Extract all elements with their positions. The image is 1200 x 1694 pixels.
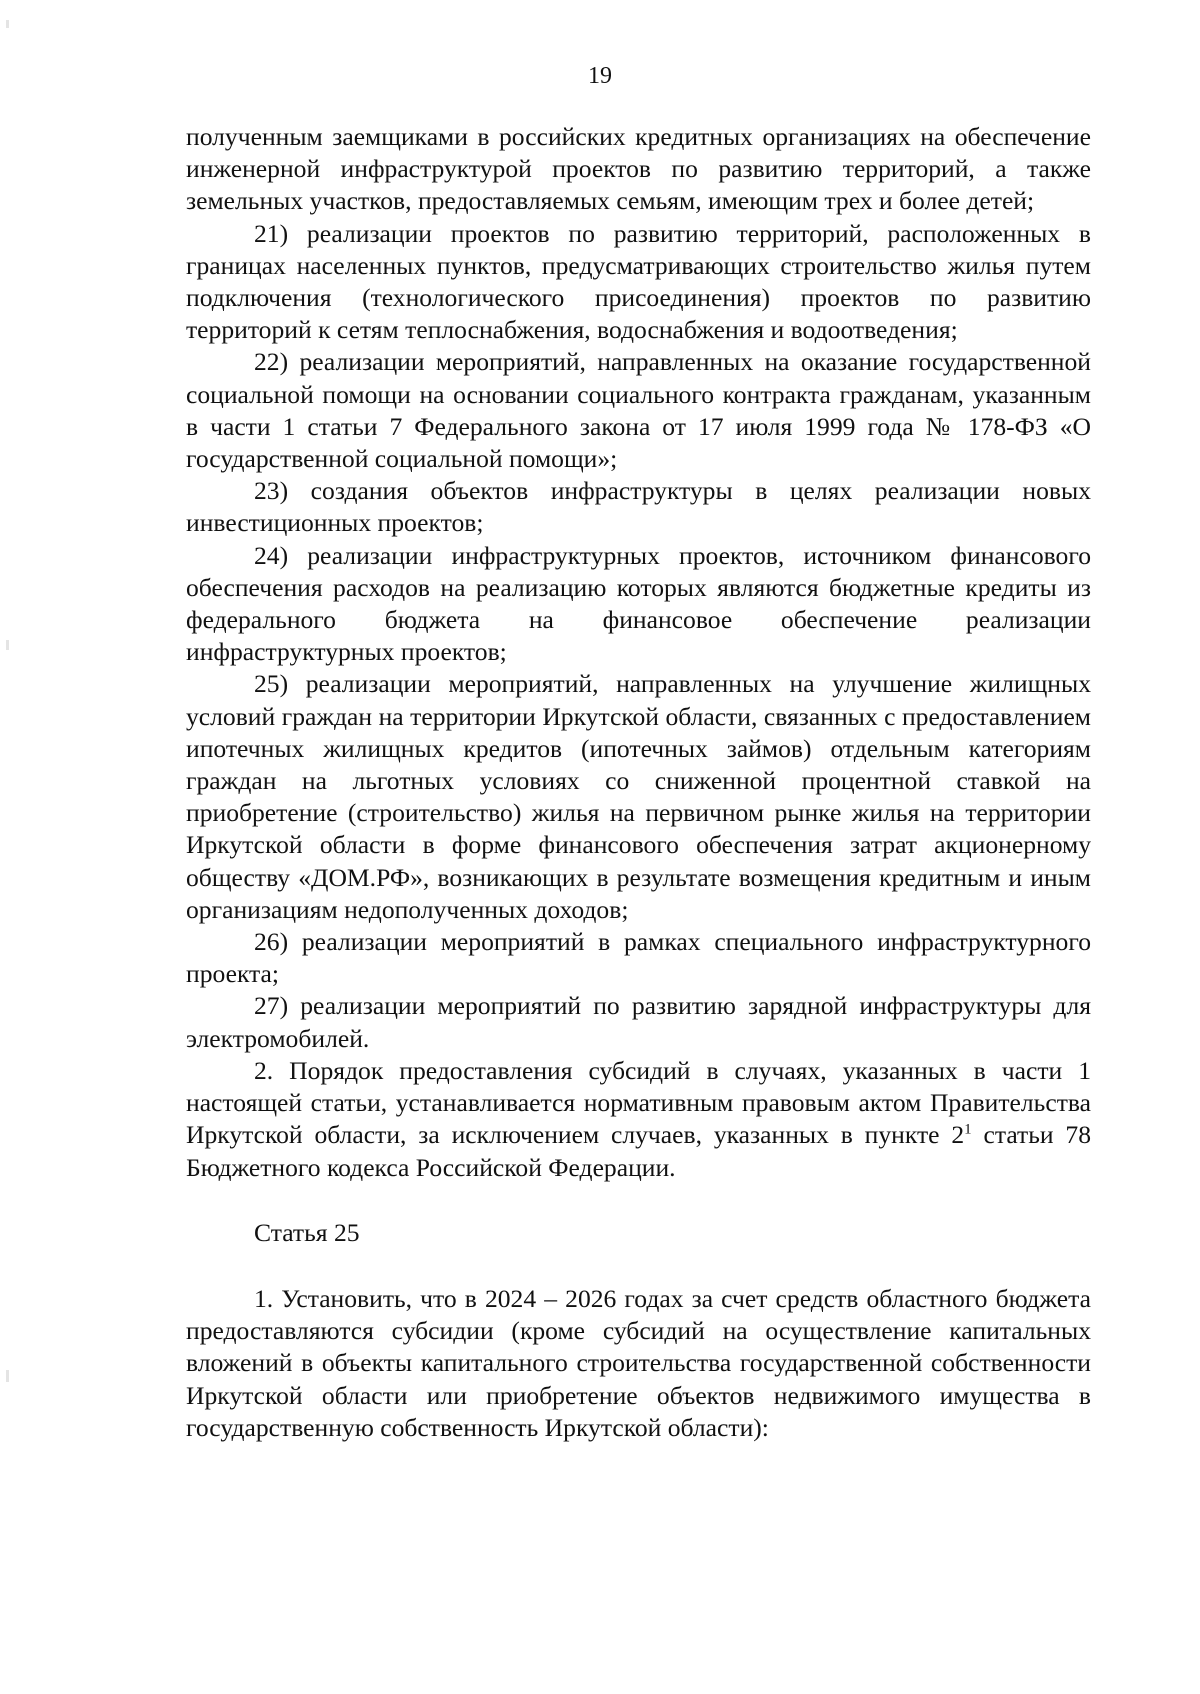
scan-edge-mark [6, 1370, 9, 1382]
list-item-23: 23) создания объектов инфраструктуры в целях реализации новых инвестиционных проектов; [186, 476, 1091, 538]
clause-2-paragraph [186, 1055, 1091, 1184]
scan-edge-mark [6, 20, 9, 28]
list-item-25: 25) реализации мероприятий, направленных на улучшение жилищных условий граждан на территории Иркутской области, связанных с предоставлением ипотечных жилищных кредитов (ипотечных займов) отдельным категориям граждан на льготных условиях со сниженной процентной ставкой на приобретение (строительство) жилья на первичном рынке жилья на территории Иркутской области в форме финансового обеспечения затрат акционерному обществу «ДОМ.РФ», возникающих в результате возмещения кредитным и иным организациям недополученных доходов; [186, 669, 1091, 924]
page-number: 19 [588, 63, 612, 89]
clause-2-text: 2. Порядок предоставления субсидий в случаях, указанных в части 1 настоящей статьи, устанавливается нормативным правовым актом Правительства Иркутской области, за исключением случаев, указанных в пункте 2 [186, 1055, 1091, 1150]
scan-edge-mark [6, 640, 9, 650]
clause-2-text-end: статьи 78 Бюджетного кодекса Российской Федерации. [186, 1120, 1092, 1182]
list-item-22: 22) реализации мероприятий, направленных на оказание государственной социальной помощи на основании социального контракта гражданам, указанным в части 1 статьи 7 Федерального закона от 17 июля 1999 года № 178-ФЗ «О государственной социальной помощи»; [186, 347, 1091, 474]
article-heading: Статья 25 [254, 1217, 360, 1247]
list-item-27: 27) реализации мероприятий по развитию зарядной инфраструктуры для электромобилей. [186, 991, 1091, 1053]
article-25-clause-1: 1. Установить, что в 2024 – 2026 годах за счет средств областного бюджета предоставляются субсидии (кроме субсидий на осуществление капитальных вложений в объекты капитального строительства государственной собственности Иркутской области или приобретение объектов недвижимого имущества в государственную собственность Иркутской области): [186, 1283, 1091, 1442]
paragraph-continuation: полученным заемщиками в российских кредитных организациях на обеспечение инженерной инфраструктурой проектов по развитию территорий, а также земельных участков, предоставляемых семьям, имеющим трех и более детей; [186, 122, 1091, 216]
list-item-21: 21) реализации проектов по развитию территорий, расположенных в границах населенных пунктов, предусматривающих строительство жилья путем подключения (технологического присоединения) проектов по развитию территорий к сетям теплоснабжения, водоснабжения и водоотведения; [186, 218, 1091, 345]
list-item-24: 24) реализации инфраструктурных проектов, источником финансового обеспечения расходов на реализацию которых являются бюджетные кредиты из федерального бюджета на финансовое обеспечение реализации инфраструктурных проектов; [186, 540, 1091, 667]
list-item-26: 26) реализации мероприятий в рамках специального инфраструктурного проекта; [186, 927, 1091, 989]
clause-2-superscript: 1 [964, 1121, 972, 1138]
document-body [186, 121, 1091, 1444]
